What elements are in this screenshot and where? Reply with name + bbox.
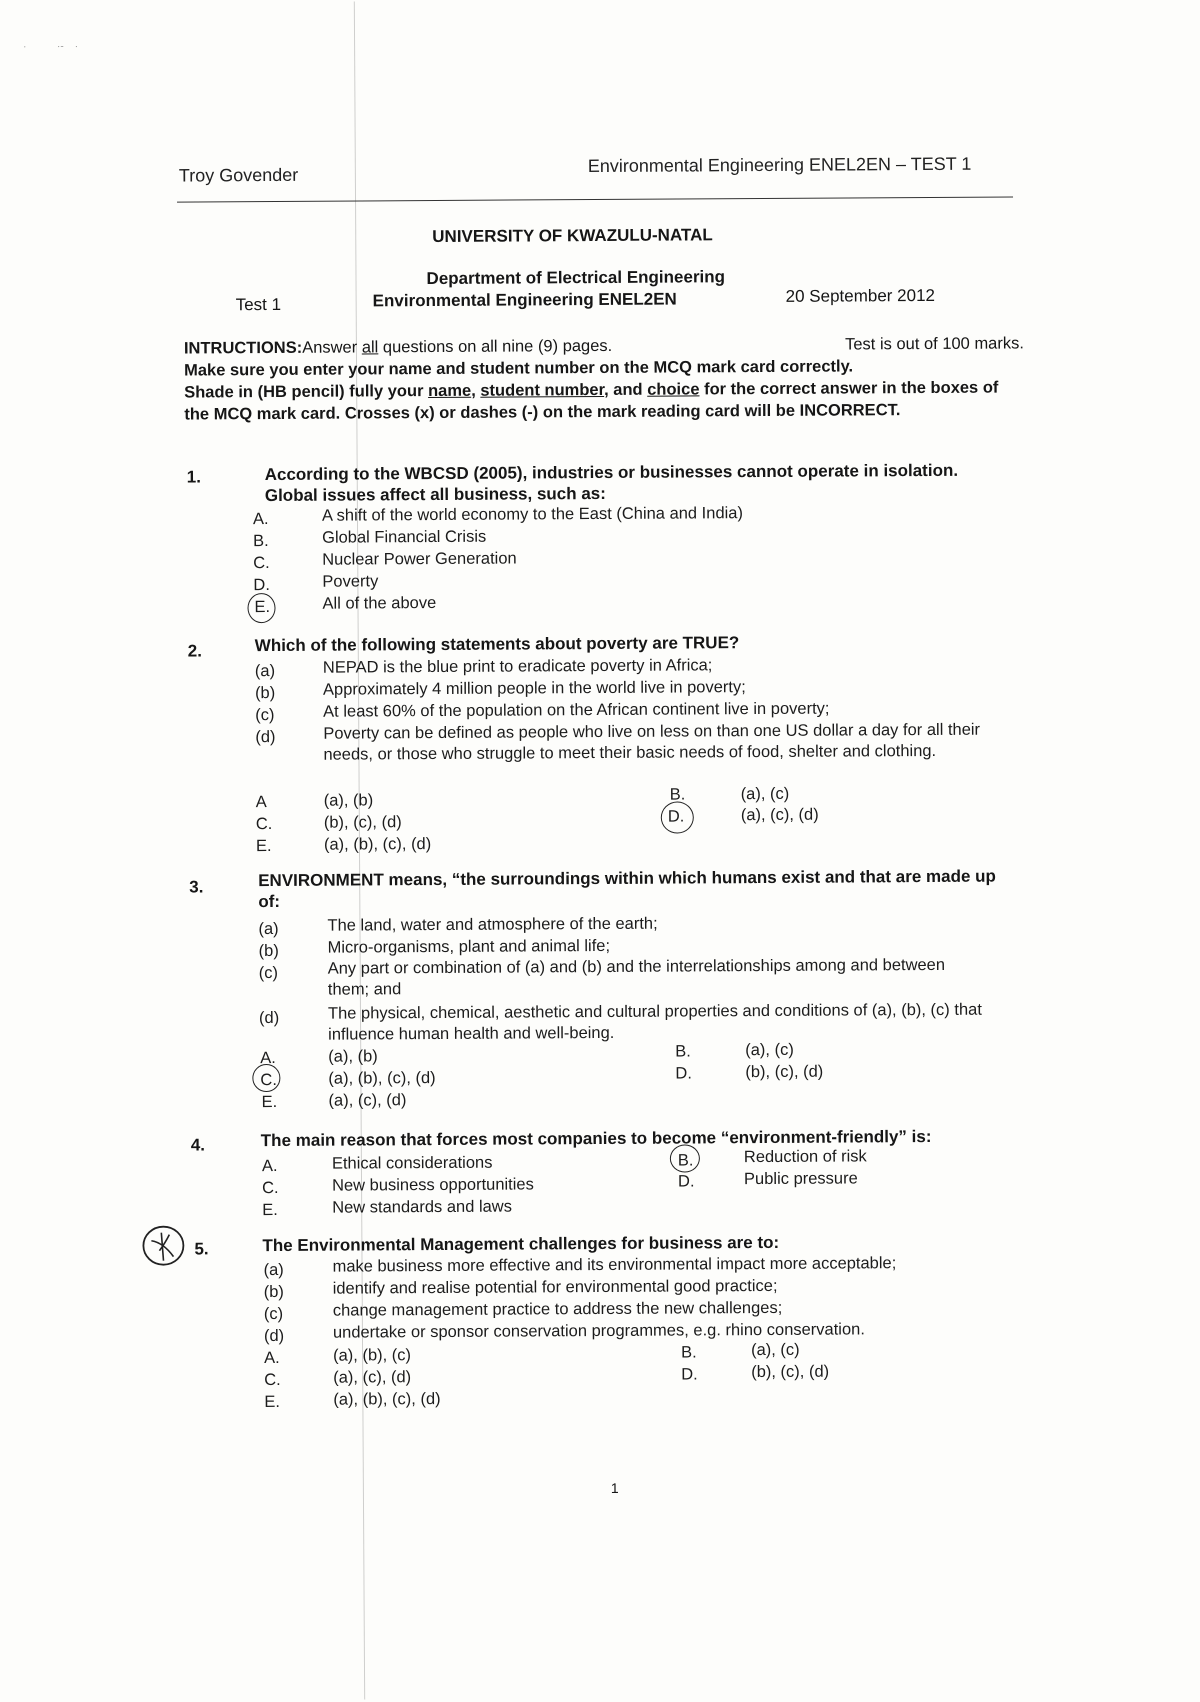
instructions-text: , and	[604, 380, 648, 399]
instructions-name: name	[427, 381, 472, 401]
instructions-all: all	[361, 338, 379, 357]
statement-text: make business more effective and its environmental impact more acceptable;	[332, 1254, 897, 1276]
instructions-label: INTRUCTIONS:	[183, 338, 303, 358]
question-text: The main reason that forces most companies to become “environment-friendly” is:	[260, 1126, 932, 1151]
option-label: C.	[253, 554, 270, 573]
option-label: C.	[264, 1370, 281, 1390]
instructions-choice: choice	[647, 380, 700, 399]
question-text: Which of the following statements about poverty are TRUE?	[254, 633, 740, 656]
statement-text: undertake or sponsor conservation programmes, e.g. rhino conservation.	[332, 1320, 865, 1342]
option-text: (a), (b), (c), (d)	[328, 1069, 436, 1088]
option-text: (b), (c), (d)	[323, 813, 402, 832]
statement-label: (d)	[255, 727, 276, 747]
option-label: D.	[253, 576, 270, 595]
option-text: (b), (c), (d)	[751, 1362, 830, 1382]
option-label: D.	[681, 1365, 698, 1384]
option-text: (a), (c), (d)	[328, 1091, 407, 1110]
option-text: (b), (c), (d)	[745, 1062, 824, 1082]
option-label: E.	[255, 837, 272, 856]
statement-text: At least 60% of the population on the African continent live in poverty;	[323, 699, 830, 721]
statement-label: (d)	[263, 1326, 285, 1346]
option-label: E.	[254, 598, 271, 617]
statement-text: Poverty can be defined as people who live on less on than one US dollar a day for all their needs, or those who struggle to meet their basic needs of food, shelter and clothing.	[323, 720, 981, 764]
question-number: 3.	[189, 877, 204, 897]
option-label: D.	[677, 1172, 695, 1191]
option-text: (a), (c)	[740, 784, 790, 804]
option-label: A	[255, 793, 267, 812]
option-text: (a), (b), (c), (d)	[333, 1389, 441, 1409]
option-label: E.	[264, 1392, 281, 1412]
instructions	[183, 332, 1024, 425]
question-text: The Environmental Management challenges for business are to:	[262, 1232, 780, 1256]
option-label: B.	[669, 785, 686, 804]
option-text: New standards and laws	[332, 1197, 512, 1217]
statement-label: (c)	[263, 1304, 284, 1324]
instructions-text: for the correct answer in the boxes of the MCQ mark card. Crosses (x) or dashes (-) on the mark reading card will be INCORRECT.	[184, 378, 999, 424]
answer-mark-circle	[670, 1144, 700, 1172]
instructions-text: ,	[471, 381, 481, 400]
option-label: A.	[264, 1348, 280, 1368]
statement-text: NEPAD is the blue print to eradicate poverty in Africa;	[322, 656, 713, 677]
statement-label: (a)	[258, 919, 279, 939]
scan-specks: · ·‐ ·	[23, 41, 79, 53]
instructions-text: questions on all nine (9) pages.	[378, 336, 613, 357]
total-marks: Test is out of 100 marks.	[845, 334, 1024, 354]
option-label: D.	[667, 807, 685, 826]
statement-label: (c)	[258, 963, 279, 983]
question-text: ENVIRONMENT means, “the surroundings within which humans exist and that are made up of:	[258, 866, 996, 912]
statement-text: Micro-organisms, plant and animal life;	[327, 936, 611, 957]
option-label: A.	[252, 510, 269, 529]
option-text: (a), (b), (c)	[333, 1346, 412, 1365]
option-text: Poverty	[322, 572, 379, 591]
option-label: C.	[260, 1070, 277, 1090]
department-title: Department of Electrical Engineering	[426, 267, 726, 289]
header-course: Environmental Engineering ENEL2EN – TEST 1	[587, 153, 972, 177]
statement-label: (b)	[254, 683, 276, 703]
option-text: A shift of the world economy to the East (China and India)	[321, 504, 743, 525]
option-label: A.	[260, 1048, 276, 1068]
option-label: C.	[262, 1178, 279, 1198]
option-text: (a), (c), (d)	[333, 1368, 412, 1387]
answer-mark-circle	[661, 801, 694, 833]
question-number: 5.	[194, 1239, 209, 1259]
option-text: Ethical considerations	[331, 1153, 493, 1173]
university-title: UNIVERSITY OF KWAZULU-NATAL	[432, 225, 713, 247]
statement-text: Any part or combination of (a) and (b) and the interrelationships among and between them; and	[327, 955, 946, 999]
instructions-text: Shade in (HB pencil) fully your	[184, 382, 429, 402]
option-label: B.	[253, 532, 269, 551]
option-text: (a), (c), (d)	[740, 805, 819, 825]
header-rule	[177, 196, 1013, 202]
statement-label: (a)	[254, 661, 276, 681]
statement-label: (b)	[258, 941, 279, 961]
option-text: (a), (b)	[323, 791, 374, 810]
option-text: Public pressure	[743, 1169, 858, 1189]
option-label: B.	[677, 1151, 694, 1170]
page-number: 1	[610, 1479, 619, 1496]
statement-text: The land, water and atmosphere of the earth;	[327, 914, 658, 935]
statement-text: identify and realise potential for environmental good practice;	[332, 1276, 778, 1298]
question-number: 4.	[190, 1135, 206, 1155]
answer-mark-circle	[252, 1064, 280, 1092]
question-text: According to the WBCSD (2005), industries or businesses cannot operate in isolation. Global issues affect all business, such as:	[264, 460, 959, 506]
option-label: A.	[261, 1156, 278, 1176]
option-text: (a), (b)	[328, 1047, 378, 1066]
option-text: (a), (c)	[745, 1040, 794, 1060]
question-number: 2.	[187, 641, 203, 661]
statement-label: (c)	[255, 705, 275, 725]
course-title: Environmental Engineering ENEL2EN	[372, 289, 677, 311]
option-text: Reduction of risk	[743, 1147, 867, 1167]
option-text: New business opportunities	[331, 1175, 534, 1195]
statement-label: (d)	[258, 1008, 280, 1028]
option-label: B.	[681, 1343, 697, 1362]
header-name: Troy Govender	[178, 164, 299, 186]
option-label: B.	[675, 1042, 691, 1061]
option-text: All of the above	[322, 593, 437, 613]
instructions-text: Answer	[302, 338, 362, 357]
option-label: E.	[262, 1200, 278, 1220]
answer-mark-circle	[247, 593, 275, 623]
instructions-mcq-card: Make sure you enter your name and student number on the MCQ mark card correctly.	[184, 357, 854, 380]
statement-text: Approximately 4 million people in the world live in poverty;	[322, 678, 746, 699]
option-text: Nuclear Power Generation	[322, 549, 517, 569]
test-label: Test 1	[235, 294, 282, 315]
option-label: D.	[675, 1064, 692, 1083]
test-date: 20 September 2012	[785, 285, 936, 306]
statement-label: (b)	[263, 1282, 284, 1302]
instructions-student-number: student number	[480, 380, 605, 400]
option-label: C.	[255, 815, 273, 834]
handwritten-mark	[139, 1221, 189, 1271]
question-number: 1.	[186, 467, 201, 487]
option-label: E.	[261, 1092, 278, 1112]
statement-text: change management practice to address the new challenges;	[332, 1298, 783, 1320]
statement-text: The physical, chemical, aesthetic and cultural properties and conditions of (a), (b), (c) that influence human health and well-being.	[327, 1000, 982, 1044]
option-text: Global Financial Crisis	[322, 527, 487, 547]
option-text: (a), (c)	[751, 1340, 800, 1360]
instructions-shade	[184, 379, 998, 424]
statement-label: (a)	[263, 1260, 284, 1280]
option-text: (a), (b), (c), (d)	[323, 835, 432, 854]
